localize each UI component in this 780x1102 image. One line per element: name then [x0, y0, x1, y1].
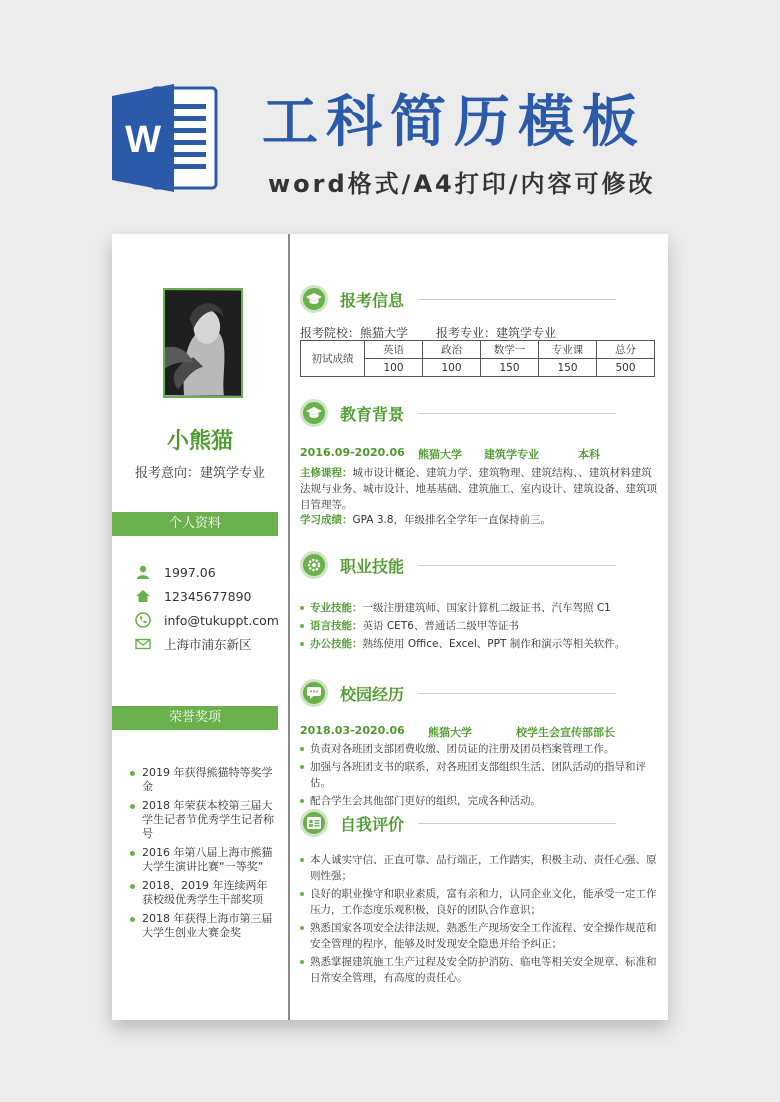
skills-section-title: 职业技能: [340, 556, 405, 576]
list-item: 加强与各班团支书的联系，对各班团支部组织生活、团队活动的指导和评估。: [300, 759, 660, 791]
contact-birth: [134, 560, 284, 584]
word-logo-letter: W: [125, 119, 161, 161]
skills-section-header: [300, 550, 660, 580]
list-item: [300, 636, 660, 652]
exam-major: 报考专业：建筑学专业: [436, 326, 557, 340]
self-eval-list: [300, 852, 660, 988]
personal-info-heading: 个人资料: [112, 512, 278, 536]
exam-section-title: 报考信息: [340, 290, 405, 310]
campus-role: 校学生会宣传部部长: [516, 726, 615, 739]
section-rule: [418, 413, 616, 414]
list-item: 负责对各班团支部团费收缴、团员证的注册及团员档案管理工作。: [300, 741, 660, 757]
grade-text: GPA 3.8，年级排名全学年一直保持前三。: [352, 514, 552, 526]
score-cell: 100: [365, 359, 423, 377]
honor-item: 2018 年荣获本校第三届大学生记者节优秀学生记者称号: [130, 799, 278, 841]
list-item: 本人诚实守信、正直可靠、品行端正，工作踏实，积极主动、责任心强、原则性强；: [300, 852, 660, 884]
self-eval-section-title: 自我评价: [340, 814, 405, 834]
subject-cell: 专业课: [539, 341, 597, 359]
word-logo-icon: [112, 82, 220, 194]
section-rule: [418, 299, 616, 300]
portrait-image: [165, 290, 241, 396]
education-section-header: [300, 398, 660, 428]
banner: [0, 0, 780, 230]
score-table: [300, 340, 655, 377]
campus-period: 2018.03-2020.06: [300, 724, 405, 737]
contact-text: 上海市浦东新区: [164, 637, 252, 652]
section-rule: [418, 823, 616, 824]
skill-label: 专业技能：: [310, 602, 363, 614]
campus-section-title: 校园经历: [340, 684, 405, 704]
education-school: 熊猫大学: [418, 448, 462, 461]
graduation-cap-icon: [300, 285, 328, 313]
banner-title: 工科简历模板: [262, 90, 646, 155]
courses-text: 城市设计概论、建筑力学、建筑物理、建筑结构、、建筑材料建筑法规与业务、城市设计、地基基础、建筑施工、室内设计、建筑设备、建筑项目管理等。: [300, 467, 657, 511]
list-item: [300, 600, 660, 616]
list-item: 熟悉国家各项安全法律法规，熟悉生产现场安全工作流程、安全操作规范和安全管理的程序，能够及时发现安全隐患并给予纠正；: [300, 920, 660, 952]
education-major: 建筑学专业: [484, 448, 539, 461]
contact-email: [134, 608, 284, 632]
contact-address: [134, 632, 284, 656]
subject-cell: 数学一: [481, 341, 539, 359]
contact-text: info@tukuppt.com: [164, 612, 279, 628]
skill-text: 英语 CET6、普通话二级甲等证书: [362, 620, 519, 632]
contact-text: 1997.06: [164, 564, 216, 580]
grade-label: 学习成绩：: [300, 514, 353, 526]
honor-item: 2018 年获得上海市第三届大学生创业大赛金奖: [130, 912, 278, 940]
education-period: 2016.09-2020.06: [300, 446, 405, 459]
mail-icon: [134, 636, 152, 652]
section-rule: [418, 693, 616, 694]
gear-icon: [300, 551, 328, 579]
honor-item: 2019 年获得熊猫特等奖学金: [130, 766, 278, 794]
skills-list: [300, 600, 660, 654]
table-row: [301, 341, 655, 359]
skill-label: 语言技能：: [310, 620, 363, 632]
list-item: 配合学生会其他部门更好的组织，完成各种活动。: [300, 793, 660, 809]
subject-cell: 英语: [365, 341, 423, 359]
score-cell: 500: [597, 359, 655, 377]
list-item: 良好的职业操守和职业素质，富有亲和力，认同企业文化，能承受一定工作压力，工作态度乐观积极，良好的团队合作意识；: [300, 886, 660, 918]
score-cell: 150: [481, 359, 539, 377]
courses-label: 主修课程：: [300, 467, 353, 479]
main-column: [300, 234, 660, 1020]
honor-item: 2016 年第八届上海市熊猫大学生演讲比赛“一等奖”: [130, 846, 278, 874]
contact-list: [134, 560, 284, 656]
home-icon: [134, 588, 152, 604]
honors-heading: 荣誉奖项: [112, 706, 278, 730]
skill-text: 熟练使用 Office、Excel、PPT 制作和演示等相关软件。: [362, 638, 626, 650]
contact-text: 12345677890: [164, 588, 252, 604]
phone-icon: [134, 612, 152, 628]
list-item: [300, 618, 660, 634]
column-divider: [288, 234, 290, 1020]
subject-cell: 政治: [423, 341, 481, 359]
score-row-label: 初试成绩: [301, 341, 365, 377]
person-icon: [134, 564, 152, 580]
chat-bubble-icon: [300, 679, 328, 707]
education-degree: 本科: [578, 448, 600, 461]
score-cell: 100: [423, 359, 481, 377]
graduation-cap-icon: [300, 399, 328, 427]
profile-photo: [163, 288, 243, 398]
skill-label: 办公技能：: [310, 638, 363, 650]
list-item: 熟悉掌握建筑施工生产过程及安全防护消防、临电等相关安全规章、标准和日常安全管理，有高度的责任心。: [300, 954, 660, 986]
id-card-icon: [300, 809, 328, 837]
campus-list: [300, 741, 660, 811]
skill-text: 一级注册建筑师、国家计算机二级证书、汽车驾照 C1: [362, 602, 611, 614]
resume-page: [112, 234, 668, 1020]
contact-phone: [134, 584, 284, 608]
self-eval-section-header: [300, 808, 660, 838]
campus-section-header: [300, 678, 660, 708]
candidate-name: 小熊猫: [166, 429, 233, 454]
honor-item: 2018、2019 年连续两年获校级优秀学生干部奖项: [130, 879, 278, 907]
education-courses: [300, 465, 660, 513]
education-section-title: 教育背景: [340, 404, 405, 424]
exam-section-header: [300, 284, 660, 314]
subject-cell: 总分: [597, 341, 655, 359]
banner-subtitle: word格式/A4打印/内容可修改: [268, 170, 656, 198]
score-cell: 150: [539, 359, 597, 377]
application-intent: 报考意向：建筑学专业: [134, 466, 265, 481]
education-grade: [300, 512, 660, 528]
campus-school: 熊猫大学: [428, 726, 472, 739]
honors-list: [130, 766, 278, 945]
exam-school: 报考院校：熊猫大学: [300, 326, 409, 340]
section-rule: [418, 565, 616, 566]
